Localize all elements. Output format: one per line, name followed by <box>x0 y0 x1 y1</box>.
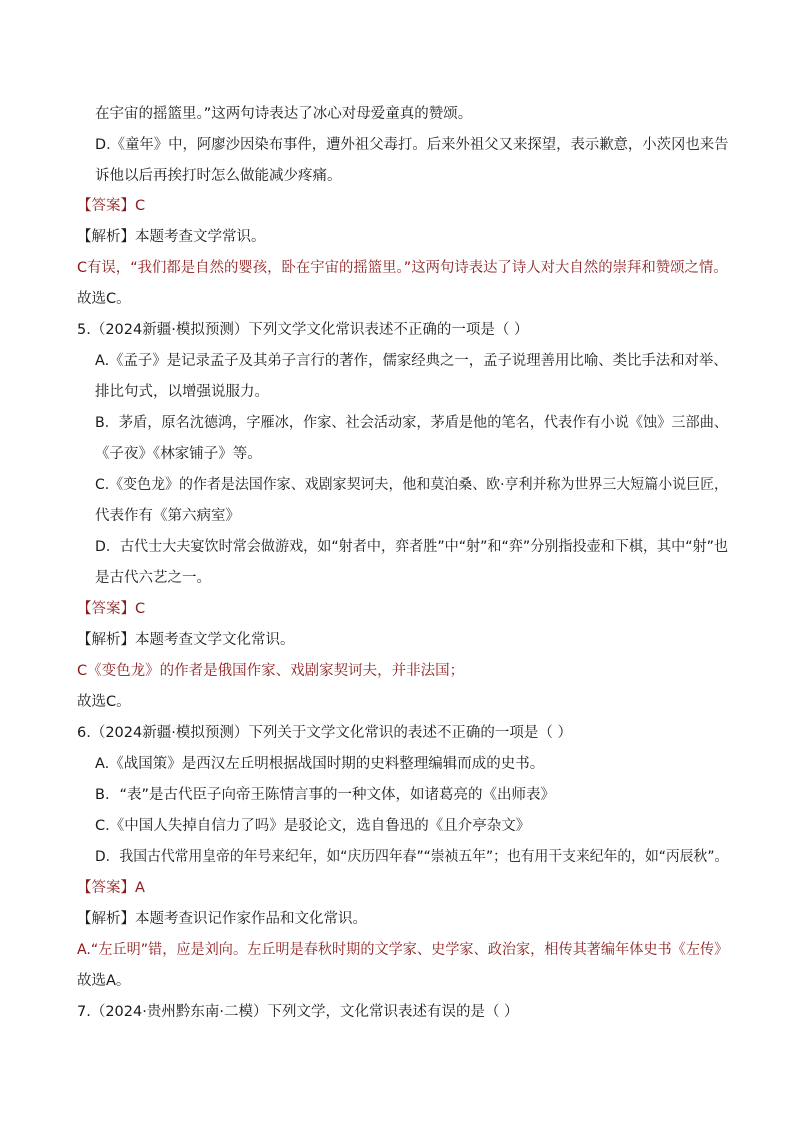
option-d-line: D．古代士大夫宴饮时常会做游戏，如“射者中，弈者胜”中“射”和“弈”分别指投壶和下棋，其中“射”也 <box>95 539 729 555</box>
option-d-line: D．我国古代常用皇帝的年号来纪年，如“庆历四年春”“崇祯五年”；也有用干支来纪年的，如“丙辰秋”。 <box>95 849 729 865</box>
text-line: 代表作有《第六病室》 <box>95 508 240 524</box>
conclusion-line: 故选C。 <box>77 694 131 710</box>
option-c-line: C.《中国人失掉自信力了吗》是驳论文，选自鲁迅的《且介亭杂文》 <box>95 818 531 834</box>
analysis-label: 【解析】本题考查文学常识。 <box>77 229 266 245</box>
question-5-title: 5.（2024新疆·模拟预测）下列文学文化常识表述不正确的一项是（ ） <box>77 322 529 338</box>
option-a-line: A.《孟子》是记录孟子及其弟子言行的著作，儒家经典之一，孟子说理善用比喻、类比手法和对举、 <box>95 353 728 369</box>
analysis-label: 【解析】本题考查文学文化常识。 <box>77 632 295 648</box>
option-c-line: C.《变色龙》的作者是法国作家、戏剧家契诃夫，他和莫泊桑、欧·亨利并称为世界三大短篇小说巨匠， <box>95 477 729 493</box>
text-line: 诉他以后再挨打时怎么做能减少疼痛。 <box>95 168 342 184</box>
explanation-line: A.“左丘明”错，应是刘向。左丘明是春秋时期的文学家、史学家、政治家，相传其著编年体史书《左传》 <box>77 942 729 958</box>
answer-label: 【答案】C <box>77 198 146 214</box>
question-6-title: 6.（2024新疆·模拟预测）下列关于文学文化常识的表述不正确的一项是（ ） <box>77 725 572 741</box>
option-b-line: B．“表”是古代臣子向帝王陈情言事的一种文体，如诸葛亮的《出师表》 <box>95 787 555 803</box>
answer-label: 【答案】C <box>77 601 146 617</box>
text-line: 排比句式，以增强说服力。 <box>95 384 269 400</box>
option-a-line: A.《战国策》是西汉左丘明根据战国时期的史料整理编辑而成的史书。 <box>95 756 545 772</box>
text-line: 《子夜》《林家铺子》等。 <box>95 446 262 462</box>
conclusion-line: 故选C。 <box>77 291 131 307</box>
explanation-line: C《变色龙》的作者是俄国作家、戏剧家契诃夫，并非法国； <box>77 663 465 679</box>
answer-label: 【答案】A <box>77 880 145 896</box>
explanation-line: C有误，“我们都是自然的婴孩，卧在宇宙的摇篮里。”这两句诗表达了诗人对大自然的崇拜和赞颂之情。 <box>77 260 728 276</box>
text-line: 在宇宙的摇篮里。”这两句诗表达了冰心对母爱童真的赞颂。 <box>95 106 473 122</box>
question-7-title: 7.（2024·贵州黔东南·二模）下列文学，文化常识表述有误的是（ ） <box>77 1004 519 1020</box>
option-b-line: B．茅盾，原名沈德鸿，字雁冰，作家、社会活动家，茅盾是他的笔名，代表作有小说《蚀》三部曲、 <box>95 415 729 431</box>
option-d-line: D.《童年》中，阿廖沙因染布事件，遭外祖父毒打。后来外祖父又来探望，表示歉意，小茨冈也来告 <box>95 137 729 153</box>
text-line: 是古代六艺之一。 <box>95 570 211 586</box>
analysis-label: 【解析】本题考查识记作家作品和文化常识。 <box>77 911 367 927</box>
conclusion-line: 故选A。 <box>77 973 131 989</box>
